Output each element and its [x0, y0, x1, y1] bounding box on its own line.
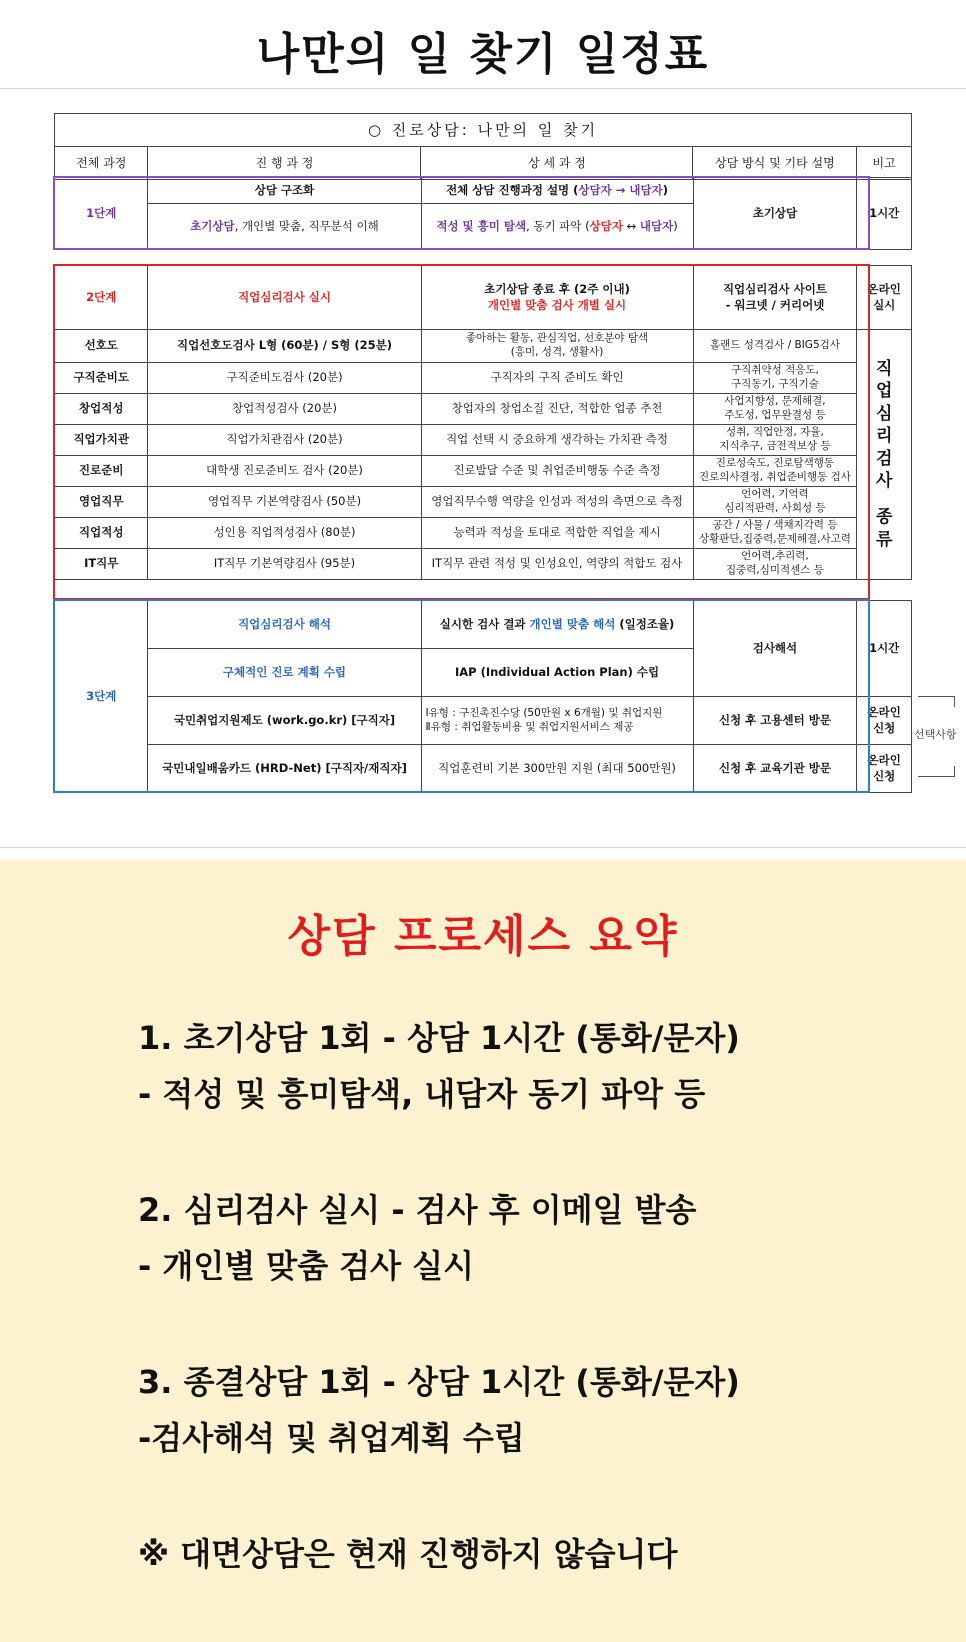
header-note: 비고: [857, 147, 912, 180]
header-process: 진 행 과 정: [148, 147, 421, 180]
summary-list: [138, 1010, 938, 1582]
test-row-test: 창업적성검사 (20분): [148, 394, 421, 425]
test-row-detail: 창업자의 창업소질 진단, 적합한 업종 추천: [421, 394, 693, 425]
stage3-note-interpret: 1시간: [857, 601, 912, 697]
header-stage: 전체 과정: [55, 147, 148, 180]
test-row-method: 사업지향성, 문제해결, 주도성, 업무완결성 등: [693, 394, 857, 425]
stage3-name: 3단계: [55, 601, 148, 793]
stage1-process-initial: 초기상담, 개인별 맞춤, 직무분석 이해: [148, 204, 421, 250]
test-row-name: IT직무: [55, 549, 148, 580]
stage3-note-employment-support: 온라인 신청: [857, 697, 912, 745]
stage3-method-employment-support: 신청 후 고용센터 방문: [693, 697, 857, 745]
stage2-detail: 초기상담 종료 후 (2주 이내) 개인별 맞춤 검사 개별 실시: [421, 266, 693, 330]
stage3-detail-interpret: 실시한 검사 결과 개인별 맞춤 해석 (일정조율): [421, 601, 693, 649]
schedule-sheet: [0, 88, 966, 848]
stage3-process-training-card: 국민내일배움카드 (HRD-Net) [구직자/재직자]: [148, 745, 421, 793]
stage3-method-interpret: 검사해석: [693, 601, 857, 697]
stage1-method: 초기상담: [693, 178, 857, 250]
summary-item-detail: - 개인별 맞춤 검사 실시: [138, 1247, 475, 1285]
stage3-method-training-card: 신청 후 교육기관 방문: [693, 745, 857, 793]
stage3-table: [54, 600, 912, 793]
test-row-name: 진로준비: [55, 456, 148, 487]
test-row-test: IT직무 기본역량검사 (95분): [148, 549, 421, 580]
test-row-name: 직업가치관: [55, 425, 148, 456]
test-row-name: 구직준비도: [55, 363, 148, 394]
optional-note-label: 선택사항: [914, 728, 957, 741]
test-row-name: 직업적성: [55, 518, 148, 549]
test-row-detail: 좋아하는 활동, 관심직업, 선호분야 탐색 (흥미, 성격, 생활사): [421, 330, 693, 363]
stage3-process-plan: 구체적인 진로 계획 수립: [148, 649, 421, 697]
test-row-name: 창업적성: [55, 394, 148, 425]
stage1-detail-structure: 전체 상담 진행과정 설명 (상담자 → 내담자): [421, 178, 693, 204]
test-row-test: 직업선호도검사 L형 (60분) / S형 (25분): [148, 330, 421, 363]
stage3-detail-plan: IAP (Individual Action Plan) 수립: [421, 649, 693, 697]
stage3-process-employment-support: 국민취업지원제도 (work.go.kr) [구직자]: [148, 697, 421, 745]
page-title: 나만의 일 찾기 일정표: [256, 29, 710, 80]
stage1-note: 1시간: [857, 178, 912, 250]
test-row-method: 언어력,추리력, 집중력,심미적센스 등: [693, 549, 857, 580]
stage3-process-interpret: 직업심리검사 해석: [148, 601, 421, 649]
test-row-detail: 능력과 적성을 토대로 적합한 직업을 제시: [421, 518, 693, 549]
test-row-test: 대학생 진로준비도 검사 (20분): [148, 456, 421, 487]
stage2-name: 2단계: [55, 266, 148, 330]
test-row-method: 공간 / 사물 / 색채지각력 등 상황판단,집중력,문제해결,사고력: [693, 518, 857, 549]
bracket-top: [918, 696, 955, 707]
stage3-note-training-card: 온라인 신청: [857, 745, 912, 793]
test-row-detail: 영업직무수행 역량을 인성과 적성의 측면으로 측정: [421, 487, 693, 518]
stage2-method: 직업심리검사 사이트 - 워크넷 / 커리어넷: [693, 266, 857, 330]
stage2-note: 온라인 실시: [857, 266, 912, 330]
test-row-method: 진로성숙도, 진로탐색행동 진로의사결정, 취업준비행동 검사: [693, 456, 857, 487]
summary-item: 3. 종결상담 1회 - 상담 1시간 (통화/문자): [138, 1363, 740, 1401]
summary-panel: [0, 860, 966, 1642]
summary-item-detail: - 적성 및 흥미탐색, 내담자 동기 파악 등: [138, 1075, 706, 1113]
summary-notice: ※ 대면상담은 현재 진행하지 않습니다: [138, 1535, 678, 1573]
test-types-label: 직 업 심 리 검 사 종 류: [857, 330, 912, 580]
summary-item-detail: -검사해석 및 취업계획 수립: [138, 1419, 525, 1457]
test-row-detail: 진로발달 수준 및 취업준비행동 수준 측정: [421, 456, 693, 487]
header-detail: 상 세 과 정: [421, 147, 693, 180]
table-title: ○ 진로상담: 나만의 일 찾기: [55, 114, 912, 147]
header-method: 상담 방식 및 기타 설명: [693, 147, 857, 180]
test-row-method: 언어력, 기억력 심리적판력, 사회성 등: [693, 487, 857, 518]
test-row-test: 성인용 직업적성검사 (80분): [148, 518, 421, 549]
test-row-test: 직업가치관검사 (20분): [148, 425, 421, 456]
table-header: [54, 113, 912, 180]
test-row-method: 성취, 직업안정, 자율, 지식추구, 금전적보상 등: [693, 425, 857, 456]
stage1-process-structure: 상담 구조화: [148, 178, 421, 204]
stage1-name: 1단계: [55, 178, 148, 250]
stage1-table: [54, 177, 912, 250]
stage3-detail-training-card: 직업훈련비 기본 300만원 지원 (최대 500만원): [421, 745, 693, 793]
summary-item: 2. 심리검사 실시 - 검사 후 이메일 발송: [138, 1191, 697, 1229]
test-row-test: 영업직무 기본역량검사 (50분): [148, 487, 421, 518]
test-row-detail: IT직무 관련 적성 및 인성요인, 역량의 적합도 검사: [421, 549, 693, 580]
summary-item: 1. 초기상담 1회 - 상담 1시간 (통화/문자): [138, 1019, 740, 1057]
stage3-detail-employment-support: Ⅰ유형 : 구진촉진수당 (50만원 x 6개월) 및 취업지원 Ⅱ유형 : 취업활동비용 및 취업지원서비스 제공: [421, 697, 693, 745]
test-row-name: 영업직무: [55, 487, 148, 518]
test-row-test: 구직준비도검사 (20분): [148, 363, 421, 394]
test-row-method: 홀랜드 성격검사 / BIG5검사: [693, 330, 857, 363]
test-row-detail: 직업 선택 시 중요하게 생각하는 가치관 측정: [421, 425, 693, 456]
summary-title: 상담 프로세스 요약: [287, 911, 679, 962]
test-row-method: 구직취약성 적응도, 구직동기, 구직기술: [693, 363, 857, 394]
stage2-table: [54, 265, 912, 580]
stage1-detail-initial: 적성 및 흥미 탐색, 동기 파악 (상담자 ↔ 내담자): [421, 204, 693, 250]
test-row-name: 선호도: [55, 330, 148, 363]
test-row-detail: 구직자의 구직 준비도 확인: [421, 363, 693, 394]
stage2-process: 직업심리검사 실시: [148, 266, 421, 330]
optional-note: [914, 696, 966, 776]
bracket-bottom: [918, 766, 955, 777]
